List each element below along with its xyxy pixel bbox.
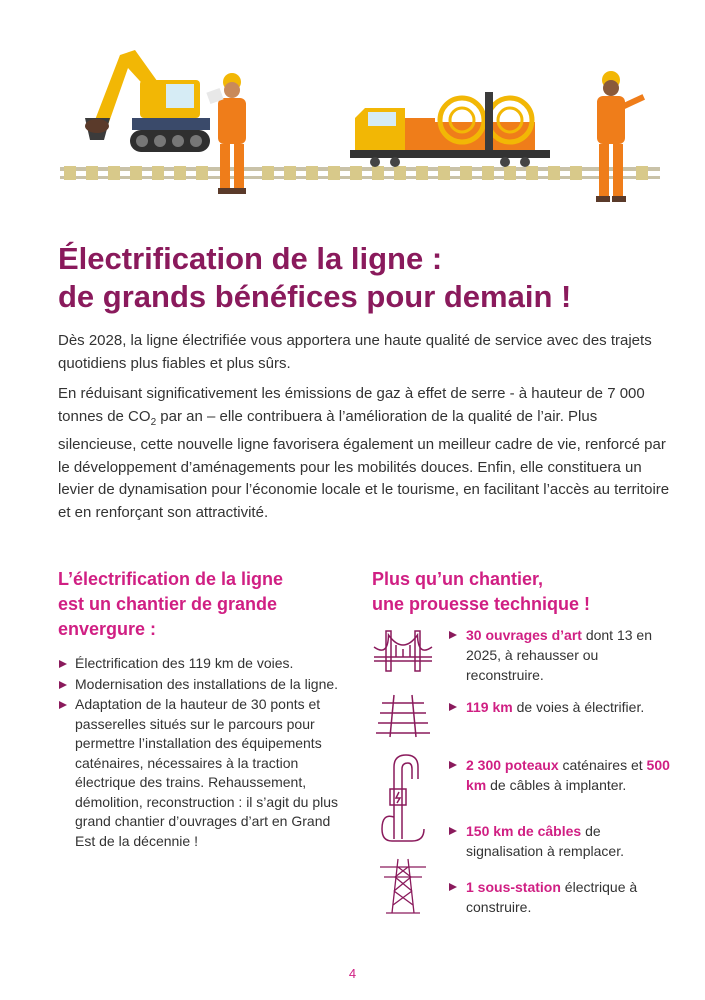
right-column [372,567,672,915]
intro-paragraph: En réduisant significativement les émissions de gaz à effet de serre - à hauteur de 7 000 tonnes de $CO_2$ par an – elle contribuera à l’amélioration de la qualité de l’air. Plus silencieuse, cette nouvelle ligne favorisera également un meilleur cadre de vie, renforcé par le développement d’aménagements pour les mobilités douces. Enfin, elle constituera un levier de dynamisation pour l’économie locale et le tourisme, en facilitant l’accès au territoire et en renforçant son attractivité. [58,385,670,521]
header-illustration [0,0,705,220]
left-heading: L’électrification de la ligne est un chantier de grande envergure : [58,569,284,639]
list-item: Adaptation de la hauteur de 30 ponts et passerelles situés sur le parcours pour permettre l’installation des équipements caténaires, nécessaires à la traction électrique des trains. Rehaussement, démolition, reconstruction : il s’agit du plus grand chantier d’ouvrages d’art en Grand Est de la décennie ! [58,695,348,851]
list-item: 30 ouvrages d’art dont 13 en 2025, à rehausser ou reconstruire. [447,625,672,685]
page-number: 4 [348,966,357,981]
excavator-icon [85,50,210,152]
intro-paragraph: Dès 2028, la ligne électrifiée vous apportera une haute qualité de service avec des trajets quotidiens plus fiables et plus sûrs. [58,332,652,372]
rail-wagon-icon [350,92,550,167]
worker-icon [596,71,645,202]
list-item: Électrification des 119 km de voies. [58,654,348,674]
list-item: 150 km de câbles de signalisation à remplacer. [447,821,672,861]
bridge-icon [372,627,434,677]
left-bullet-list [58,654,348,851]
catenary-pole-icon [372,753,434,845]
right-heading: Plus qu’un chantier, une prouesse technique ! [372,569,591,614]
page-title: Électrification de la ligne : de grands bénéfices pour demain ! [58,241,572,314]
intro-text [58,330,678,532]
rail-track-icon [372,693,434,739]
left-column [58,567,348,852]
list-item: 1 sous-station électrique à construire. [447,877,672,917]
worker-icon [206,73,246,194]
list-item: 2 300 poteaux caténaires et 500 km de câbles à implanter. [447,755,672,795]
rail-track [60,166,660,180]
list-item: 119 km de voies à électrifier. [447,697,672,717]
electric-pylon-icon [372,857,434,915]
list-item: Modernisation des installations de la ligne. [58,675,348,695]
